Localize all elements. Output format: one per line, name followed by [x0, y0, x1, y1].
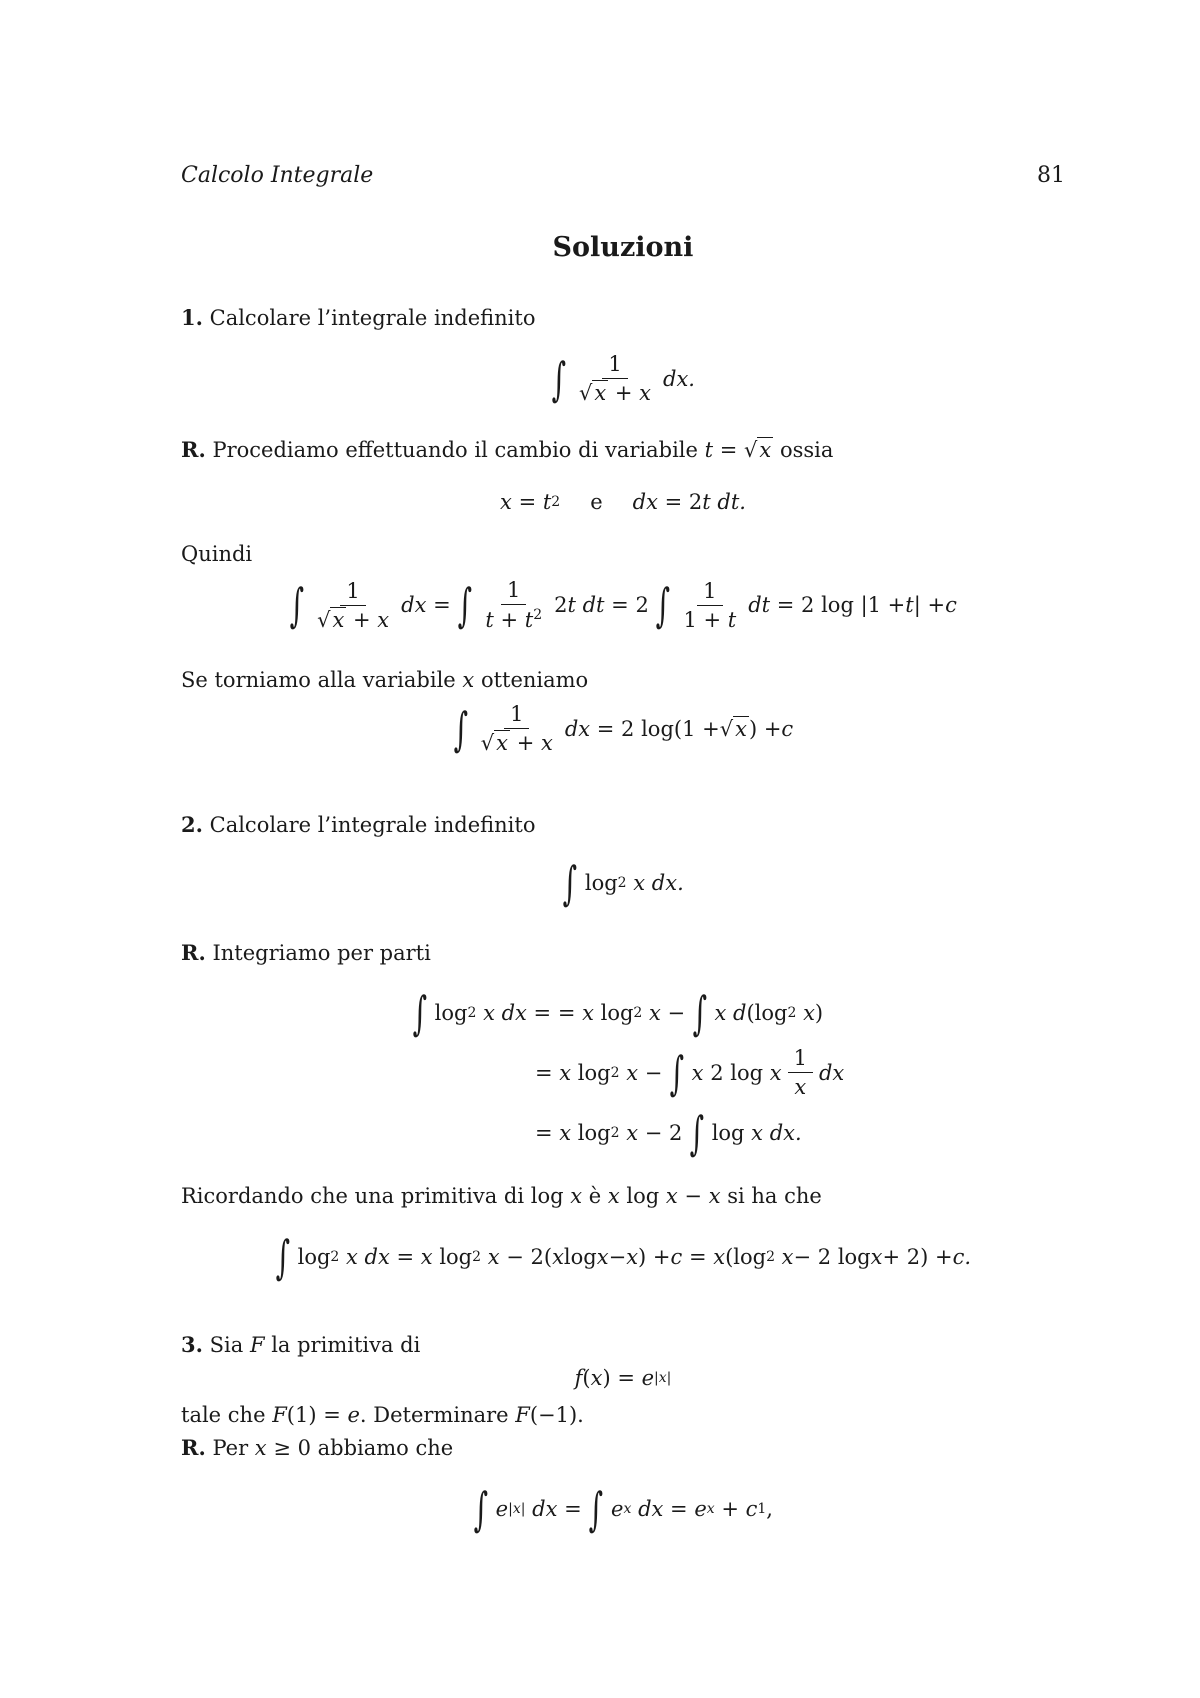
quindi-text: Quindi	[181, 542, 253, 566]
parts-line-1: ∫ log 2 x dx = = x log 2 x − ∫ x d (log 2 x )	[412, 986, 824, 1040]
problem-3-function: f ( x ) = e |x|	[574, 1366, 672, 1390]
problem-2-statement: 2. Calcolare l’integrale indefinito	[181, 812, 536, 837]
problem-1-answer-intro: R. Procediamo effettuando il cambio di variabile t = √x ossia	[181, 437, 834, 462]
problem-2-recall-text: Ricordando che una primitiva di log x è x log x − x si ha che	[181, 1184, 822, 1208]
parts-line-3: = x log 2 x − 2 ∫ log x dx.	[535, 1106, 802, 1160]
section-title: Soluzioni	[552, 232, 694, 263]
problem-1-computation: ∫ $\frac{1}{√x + x}$ dx = ∫ $\frac{1}{t + t^2}$ 2 t dt = 2 ∫ $\frac{1}{1 + t}$ dt = 2 log |1 + t | + c	[289, 578, 957, 632]
problem-1-return-text: Se torniamo alla variabile x otteniamo	[181, 668, 589, 692]
parts-line-2: = x log 2 x − ∫ x 2 log x $\frac{1}{x}$ dx	[535, 1045, 845, 1100]
problem-3-statement: 3. Sia F la primitiva di	[181, 1332, 421, 1357]
problem-2-integral: ∫ log 2 x dx.	[563, 856, 684, 910]
problem-3-integral: ∫ e |x| dx = ∫ e x dx = e x + c 1 ,	[473, 1482, 773, 1536]
problem-2-answer-intro: R. Integriamo per parti	[181, 940, 431, 965]
problem-1-statement: 1. Calcolare l’integrale indefinito	[181, 305, 536, 330]
problem-3-answer-intro: R. Per x ≥ 0 abbiamo che	[181, 1435, 454, 1460]
problem-1-result: ∫ $\frac{1}{√x + x}$ dx = 2 log(1 + √x ) + c	[453, 701, 794, 756]
problem-1-integral: ∫ $\frac{1}{√x + x}$ dx.	[551, 351, 695, 406]
problem-3-condition: tale che F(1) = e. Determinare F(−1).	[181, 1403, 584, 1427]
page-number: 81	[1037, 163, 1065, 188]
substitution-equation: x = t 2 e dx = 2 t dt.	[500, 490, 746, 514]
problem-2-result: ∫ log 2 x dx = x log 2 x − 2( x log x − x ) + c = x (log 2 x − 2 log x + 2) + c.	[275, 1230, 972, 1284]
running-title: Calcolo Integrale	[181, 163, 374, 188]
